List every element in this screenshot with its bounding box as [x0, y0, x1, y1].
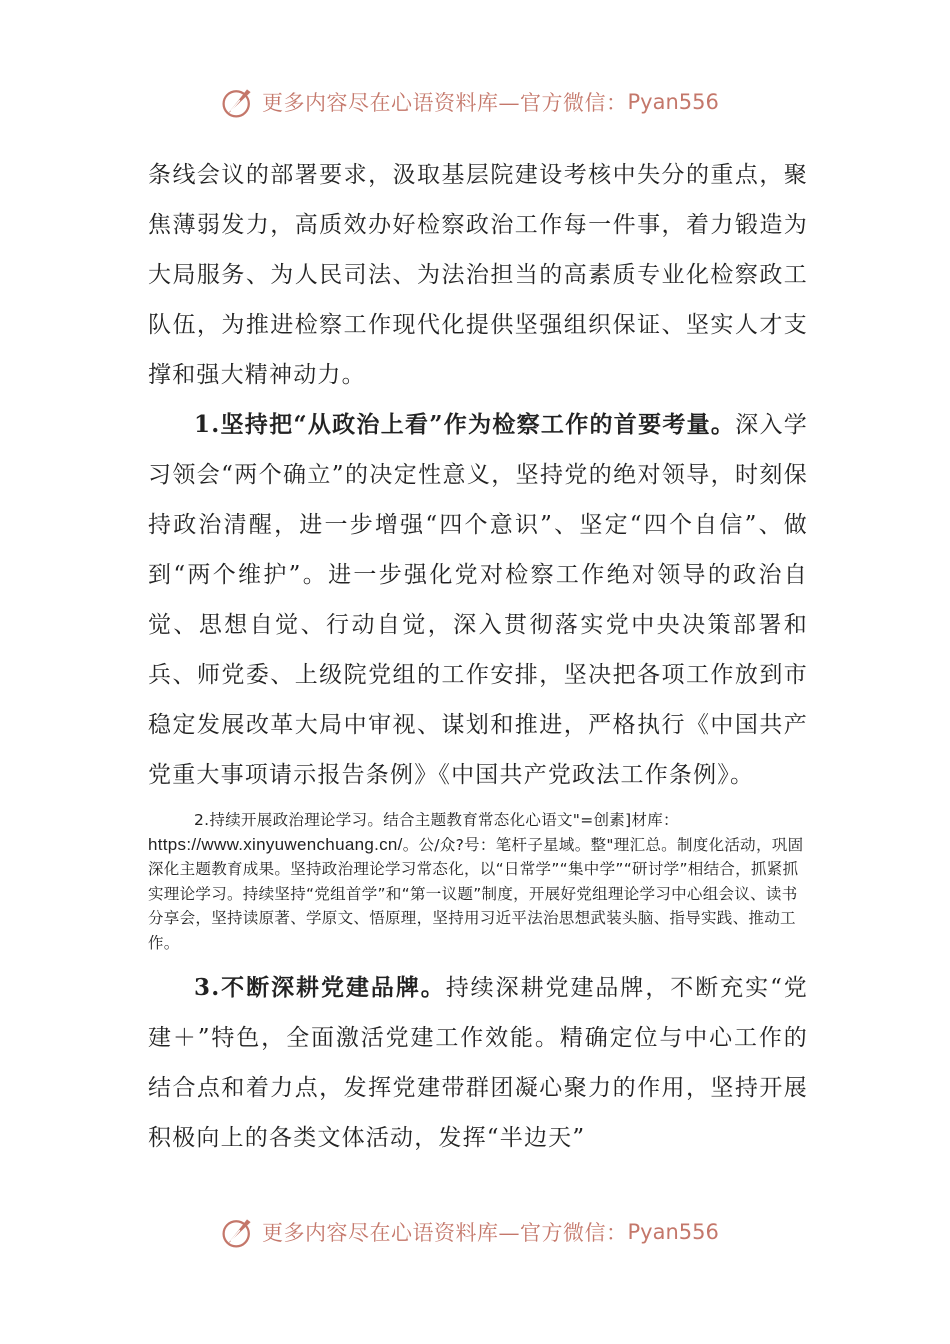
document-body — [148, 150, 808, 1163]
paragraph-1: 条线会议的部署要求，汲取基层院建设考核中失分的重点，聚焦薄弱发力，高质效办好检察政治工作每一件事，着力锻造为大局服务、为人民司法、为法治担当的高素质专业化检察政工队伍，为推进检察工作现代化提供坚强组织保证、坚实人才支撑和强大精神动力。 — [148, 162, 808, 388]
feather-pen-logo-icon — [220, 84, 256, 120]
paragraph-3 — [148, 808, 808, 955]
footer-watermark — [220, 1212, 719, 1252]
paragraph-2-heading: 1.坚持把“从政治上看”作为检察工作的首要考量。 — [194, 411, 736, 438]
watermark-text: 更多内容尽在心语资料库—官方微信： — [262, 1221, 628, 1245]
paragraph-3-lead: 2.持续开展政治理论学习。结合主题教育常态化心语文"=创素]材库： — [194, 811, 679, 829]
paragraph-4 — [148, 963, 808, 1163]
paragraph-2 — [148, 400, 808, 800]
feather-pen-logo-icon — [220, 1214, 256, 1250]
paragraph-4-heading: 3.不断深耕党建品牌。 — [194, 974, 446, 1001]
paragraph-4-body: 持续深耕党建品牌，不断充实“党建＋”特色，全面激活党建工作效能。精确定位与中心工作的结合点和着力点，发挥党建带群团凝心聚力的作用，坚持开展积极向上的各类文体活动，发挥“半边天” — [148, 975, 808, 1151]
watermark-handle: Pyan556 — [627, 1220, 719, 1244]
paragraph-2-body: 深入学习领会“两个确立”的决定性意义，坚持党的绝对领导，时刻保持政治清醒，进一步增强“四个意识”、坚定“四个自信”、做到“两个维护”。进一步强化党对检察工作绝对领导的政治自觉、思想自觉、行动自觉，深入贯彻落实党中央决策部署和兵、师党委、上级院党组的工作安排，坚决把各项工作放到市稳定发展改革大局中审视、谋划和推进，严格执行《中国共产党重大事项请示报告条例》《中国共产党政法工作条例》。 — [148, 412, 808, 788]
watermark-handle: Pyan556 — [627, 90, 719, 114]
paragraph-3-url: https://www.xinyuwenchuang.cn/ — [148, 834, 403, 854]
header-watermark — [220, 82, 719, 122]
watermark-text: 更多内容尽在心语资料库—官方微信： — [262, 91, 628, 115]
paragraph-3-rest: 。公/众?号：笔杆子星域。整"理汇总。制度化活动，巩固深化主题教育成果。坚持政治理论学习常态化，以“日常学”“集中学”“研讨学”相结合，抓紧抓实理论学习。持续坚持“党组首学”和“第一议题”制度，开展好党组理论学习中心组会议、读书分享会，坚持读原著、学原文、悟原理，坚持用习近平法治思想武装头脑、指导实践、推动工作。 — [148, 835, 804, 952]
